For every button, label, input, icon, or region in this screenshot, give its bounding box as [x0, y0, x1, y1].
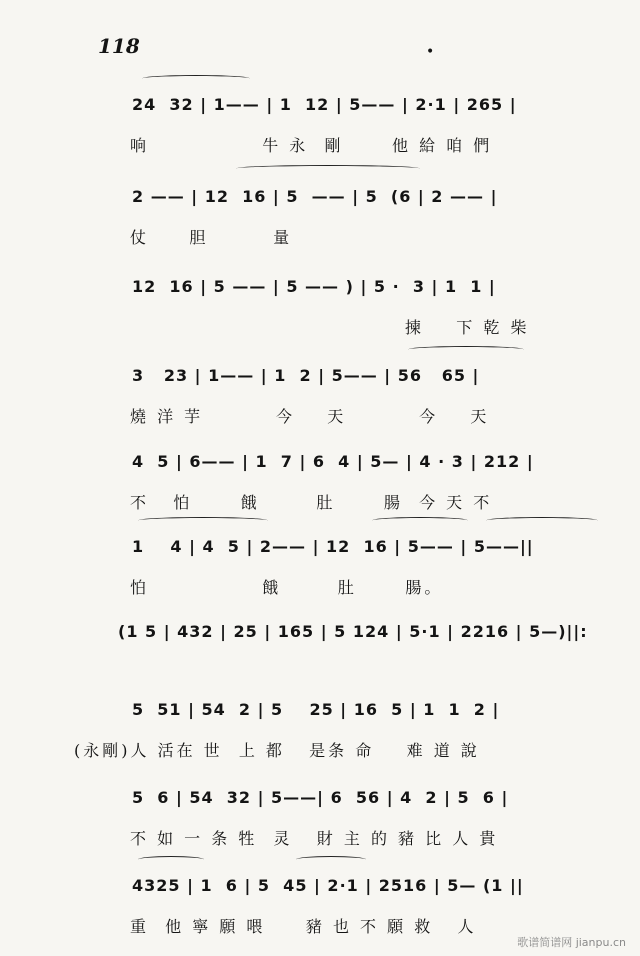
lyrics-line: (永剛)人 活在 世 上 都 是条 命 难 道 說	[74, 741, 480, 760]
score-row-10	[0, 876, 640, 936]
score-row-1	[0, 95, 640, 155]
phrase-slur	[408, 346, 524, 353]
notes-line: 24 32 | 1—— | 1 12 | 5—— | 2·1 | 265 |	[132, 95, 517, 114]
phrase-slur	[138, 517, 268, 524]
notes-line: 2 —— | 12 16 | 5 —— | 5 (6 | 2 —— |	[132, 187, 498, 206]
top-mark: •	[426, 44, 435, 60]
phrase-slur	[236, 165, 420, 172]
notes-line: (1 5 | 432 | 25 | 165 | 5 124 | 5·1 | 2216 | 5—)||:	[118, 622, 588, 641]
lyrics-line: 重 他 寧 願 喂 豬 也 不 願 救 人	[130, 917, 477, 936]
notes-line: 3 23 | 1—— | 1 2 | 5—— | 56 65 |	[132, 366, 480, 385]
phrase-slur	[142, 75, 250, 82]
notes-line: 4 5 | 6—— | 1 7 | 6 4 | 5— | 4 · 3 | 212 |	[132, 452, 534, 471]
phrase-slur	[486, 517, 598, 524]
phrase-slur	[372, 517, 468, 524]
lyrics-line: 怕 餓 肚 腸。	[130, 578, 444, 597]
score-row-6	[0, 537, 640, 597]
score-row-5	[0, 452, 640, 512]
lyrics-line	[118, 660, 640, 684]
notes-line: 1 4 | 4 5 | 2—— | 12 16 | 5—— | 5——||	[132, 537, 534, 556]
score-row-9	[0, 788, 640, 848]
notes-line: 5 6 | 54 32 | 5——| 6 56 | 4 2 | 5 6 |	[132, 788, 509, 807]
score-row-7	[0, 622, 640, 682]
notes-line: 5 51 | 54 2 | 5 25 | 16 5 | 1 1 2 |	[132, 700, 500, 719]
score-row-8	[0, 700, 640, 760]
page-number: 118	[98, 34, 140, 58]
lyrics-line: 揀 下 乾 柴	[130, 318, 530, 337]
lyrics-line: 不 怕 餓 肚 腸 今 天 不	[130, 493, 493, 512]
phrase-slur	[138, 856, 204, 863]
lyrics-line: 仗 胆 量	[130, 228, 293, 247]
lyrics-line: 响 牛 永 剛 他 給 咱 們	[130, 136, 493, 155]
lyrics-line: 不 如 一 条 牲 灵 財 主 的 豬 比 人 貴	[130, 829, 499, 848]
notes-line: 4325 | 1 6 | 5 45 | 2·1 | 2516 | 5— (1 ||	[132, 876, 524, 895]
lyrics-line: 燒 洋 芋 今 天 今 天	[130, 407, 490, 426]
phrase-slur	[296, 856, 366, 863]
watermark: 歌谱简谱网 jianpu.cn	[517, 936, 626, 949]
score-row-3	[0, 277, 640, 337]
score-row-4	[0, 366, 640, 426]
notes-line: 12 16 | 5 —— | 5 —— ) | 5 · 3 | 1 1 |	[132, 277, 496, 296]
score-row-2	[0, 187, 640, 247]
